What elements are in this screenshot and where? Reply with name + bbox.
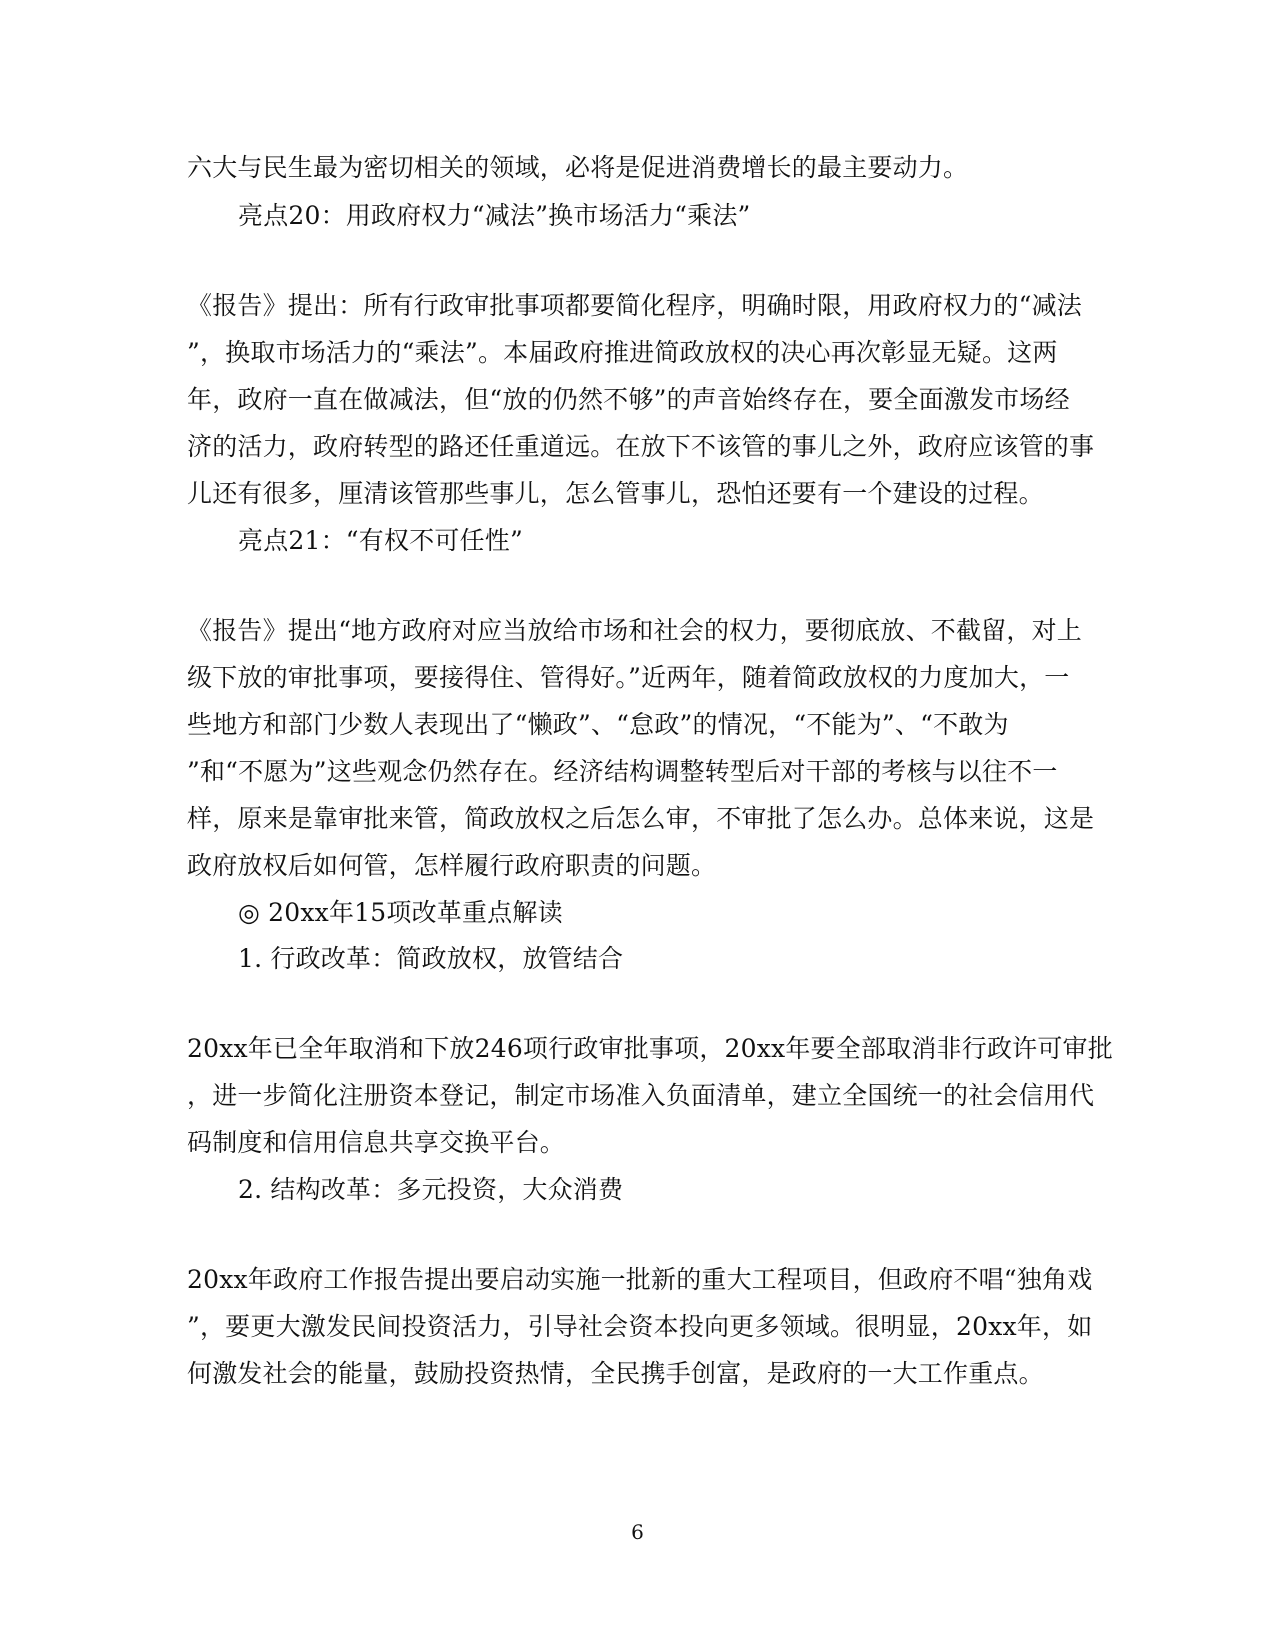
- page-number: 6: [631, 1520, 644, 1544]
- body-text-line: 儿还有很多，厘清该管那些事儿，怎么管事儿，恐怕还要有一个建设的过程。: [187, 479, 1044, 508]
- body-text-line: ，进一步简化注册资本登记，制定市场准入负面清单，建立全国统一的社会信用代: [187, 1081, 1095, 1110]
- body-text-line: 《报告》提出：所有行政审批事项都要简化程序，明确时限，用政府权力的“减法: [187, 291, 1082, 320]
- body-text-line: ”和“不愿为”这些观念仍然存在。经济结构调整转型后对干部的考核与以往不一: [187, 757, 1058, 786]
- section-heading: 亮点20：用政府权力“减法”换市场活力“乘法”: [238, 201, 751, 230]
- body-text-line: ”，要更大激发民间投资活力，引导社会资本投向更多领域。很明显，20xx年，如: [187, 1312, 1093, 1341]
- body-text-line: 级下放的审批事项，要接得住、管得好。”近两年，随着简政放权的力度加大，一: [187, 663, 1070, 692]
- body-text-line: 些地方和部门少数人表现出了“懒政”、“怠政”的情况，“不能为”、“不敢为: [187, 710, 1009, 739]
- subsection-heading: 1. 行政改革：简政放权，放管结合: [238, 944, 624, 973]
- body-text-line: 《报告》提出“地方政府对应当放给市场和社会的权力，要彻底放、不截留，对上: [187, 616, 1082, 645]
- body-text-line: 20xx年政府工作报告提出要启动实施一批新的重大工程项目，但政府不唱“独角戏: [187, 1265, 1093, 1294]
- body-text-line: 政府放权后如何管，怎样履行政府职责的问题。: [187, 851, 717, 880]
- subsection-heading: 2. 结构改革：多元投资，大众消费: [238, 1175, 624, 1204]
- body-text-line: 年，政府一直在做减法，但“放的仍然不够”的声音始终存在，要全面激发市场经: [187, 385, 1070, 414]
- body-text-line: 济的活力，政府转型的路还任重道远。在放下不该管的事儿之外，政府应该管的事: [187, 432, 1095, 461]
- body-text-line: 码制度和信用信息共享交换平台。: [187, 1128, 566, 1157]
- body-text-line: ”，换取市场活力的“乘法”。本届政府推进简政放权的决心再次彰显无疑。这两: [187, 338, 1058, 367]
- body-text-line: 20xx年已全年取消和下放246项行政审批事项，20xx年要全部取消非行政许可审批: [187, 1034, 1113, 1063]
- section-heading: ◎ 20xx年15项改革重点解读: [238, 898, 563, 927]
- section-heading: 亮点21：“有权不可任性”: [238, 526, 523, 555]
- body-text-line: 何激发社会的能量，鼓励投资热情，全民携手创富，是政府的一大工作重点。: [187, 1359, 1044, 1388]
- body-text-line: 六大与民生最为密切相关的领域，必将是促进消费增长的最主要动力。: [187, 153, 969, 182]
- body-text-line: 样，原来是靠审批来管，简政放权之后怎么审，不审批了怎么办。总体来说，这是: [187, 804, 1095, 833]
